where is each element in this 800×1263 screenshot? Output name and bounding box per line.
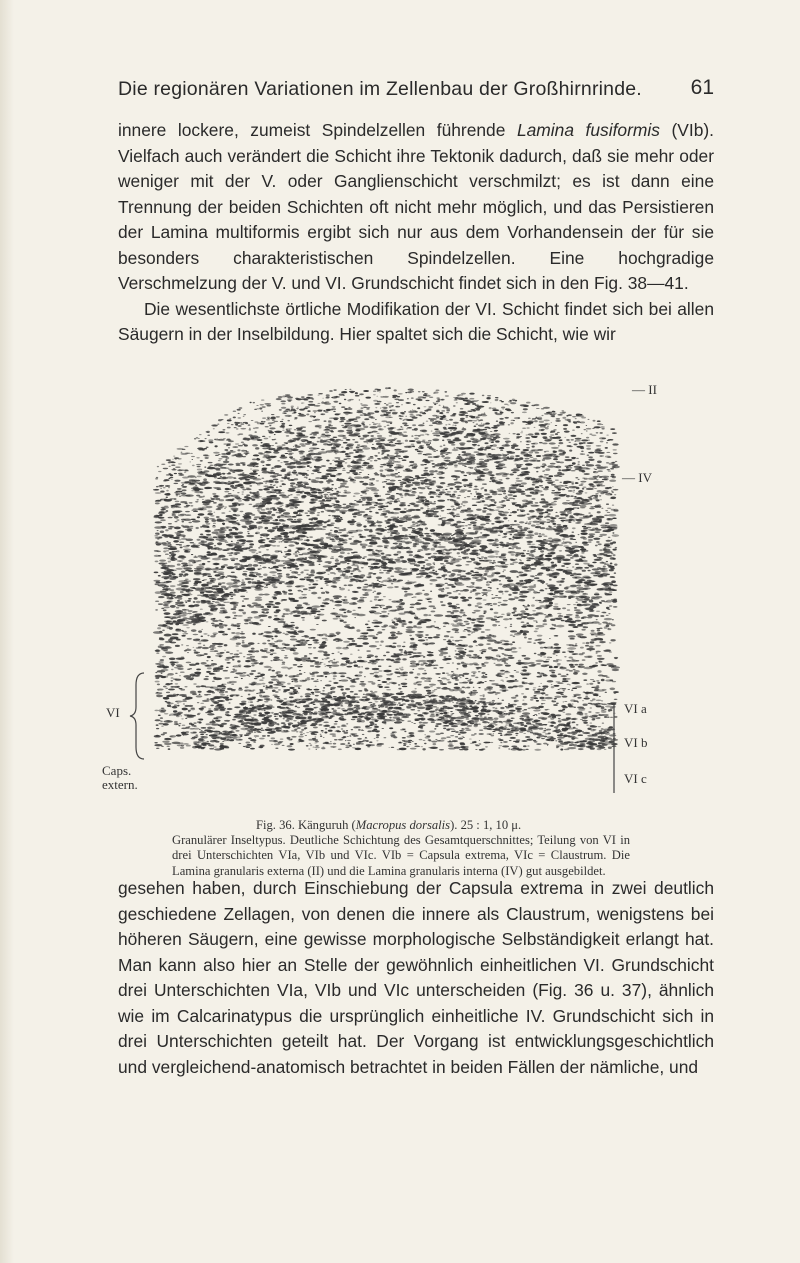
figure-caption bbox=[172, 818, 630, 879]
label-VIa: VI a bbox=[624, 701, 647, 716]
caption-text: Granulärer Inseltypus. Deutliche Schichtung des Gesamtquerschnittes; Teilung von VI in drei Unterschichten VIa, VIb und VIc. VIb = Capsula extrema, VIc = Claustrum. Die Lamina granularis externa (II) und die Lamina granularis interna (IV) gut ausgebildet. bbox=[172, 833, 630, 878]
label-layer-VI: VI bbox=[106, 705, 120, 720]
text-block-top bbox=[118, 118, 714, 348]
caption-scale: 25 : 1, 10 μ. bbox=[460, 818, 522, 832]
paragraph-3: gesehen haben, durch Einschiebung der Capsula extrema in zwei deutlich geschiedene Zellagen, von denen die innere als Claustrum, wenigstens bei höheren Säugern, eine gewisse morphologische Selbständigkeit erlangt hat. Man kann also hier an Stelle der gewöhnlich einheitlichen VI. Grundschicht drei Unterschichten VIa, VIb und VIc unterscheiden (Fig. 36 u. 37), ähnlich wie im Calcarinatypus die ursprünglich einheitliche IV. Grundschicht sich in drei Unterschichten geteilt hat. Der Vorgang ist entwicklungsgeschichtlich und vergleichend-anatomisch betrachtet in beiden Fällen der nämliche, und bbox=[118, 878, 714, 1077]
running-header bbox=[118, 74, 714, 108]
paragraph-2: Die wesentlichste örtliche Modifikation der VI. Schicht findet sich bei allen Säugern in der Inselbildung. Hier spaltet sich die Schicht, wie wir bbox=[118, 298, 714, 344]
header-title: Die regionären Variationen im Zellenbau der Großhirnrinde. bbox=[118, 78, 642, 100]
label-VIc: VI c bbox=[624, 771, 647, 786]
brace-right-icon bbox=[608, 705, 622, 795]
cortex-micrograph bbox=[84, 335, 724, 790]
italic-term: Lamina fusiformis bbox=[516, 120, 660, 140]
text-block-bottom bbox=[118, 876, 714, 1080]
caption-title: Fig. 36. Känguruh (Macropus dorsalis). 25 : 1, 10 μ. bbox=[256, 818, 522, 832]
label-layer-II: — II bbox=[632, 382, 657, 397]
paragraph-1-rest: (VIb). Vielfach auch verändert die Schicht ihre Tektonik dadurch, daß sie mehr oder weniger mit der V. oder Ganglienschicht verschmilzt; es ist dann eine Trennung der beiden Schichten oft nicht mehr möglich, und das Persistieren der Lamina multiformis ergibt sich nur aus dem Vorhandensein der für sie besonders charakteristischen Spindelzellen. Eine hochgradige Verschmelzung der V. und VI. Grundschicht findet sich in den Fig. 38—41. bbox=[118, 120, 714, 293]
caption-animal: Känguruh bbox=[298, 818, 349, 832]
page-edge bbox=[0, 0, 14, 1263]
caption-fig: Fig. 36. bbox=[256, 818, 295, 832]
label-extern: extern. bbox=[102, 777, 138, 792]
label-caps: Caps. bbox=[102, 763, 132, 778]
page-number: 61 bbox=[690, 76, 714, 99]
paragraph-1-lead: innere lockere, zumeist Spindelzellen führende bbox=[118, 120, 517, 140]
label-layer-IV: — IV bbox=[622, 470, 652, 485]
brace-left-icon bbox=[128, 671, 148, 761]
label-VIb: VI b bbox=[624, 735, 648, 750]
figure-36 bbox=[84, 335, 724, 790]
paragraph-1 bbox=[118, 118, 714, 297]
caption-species: Macropus dorsalis bbox=[355, 818, 451, 832]
